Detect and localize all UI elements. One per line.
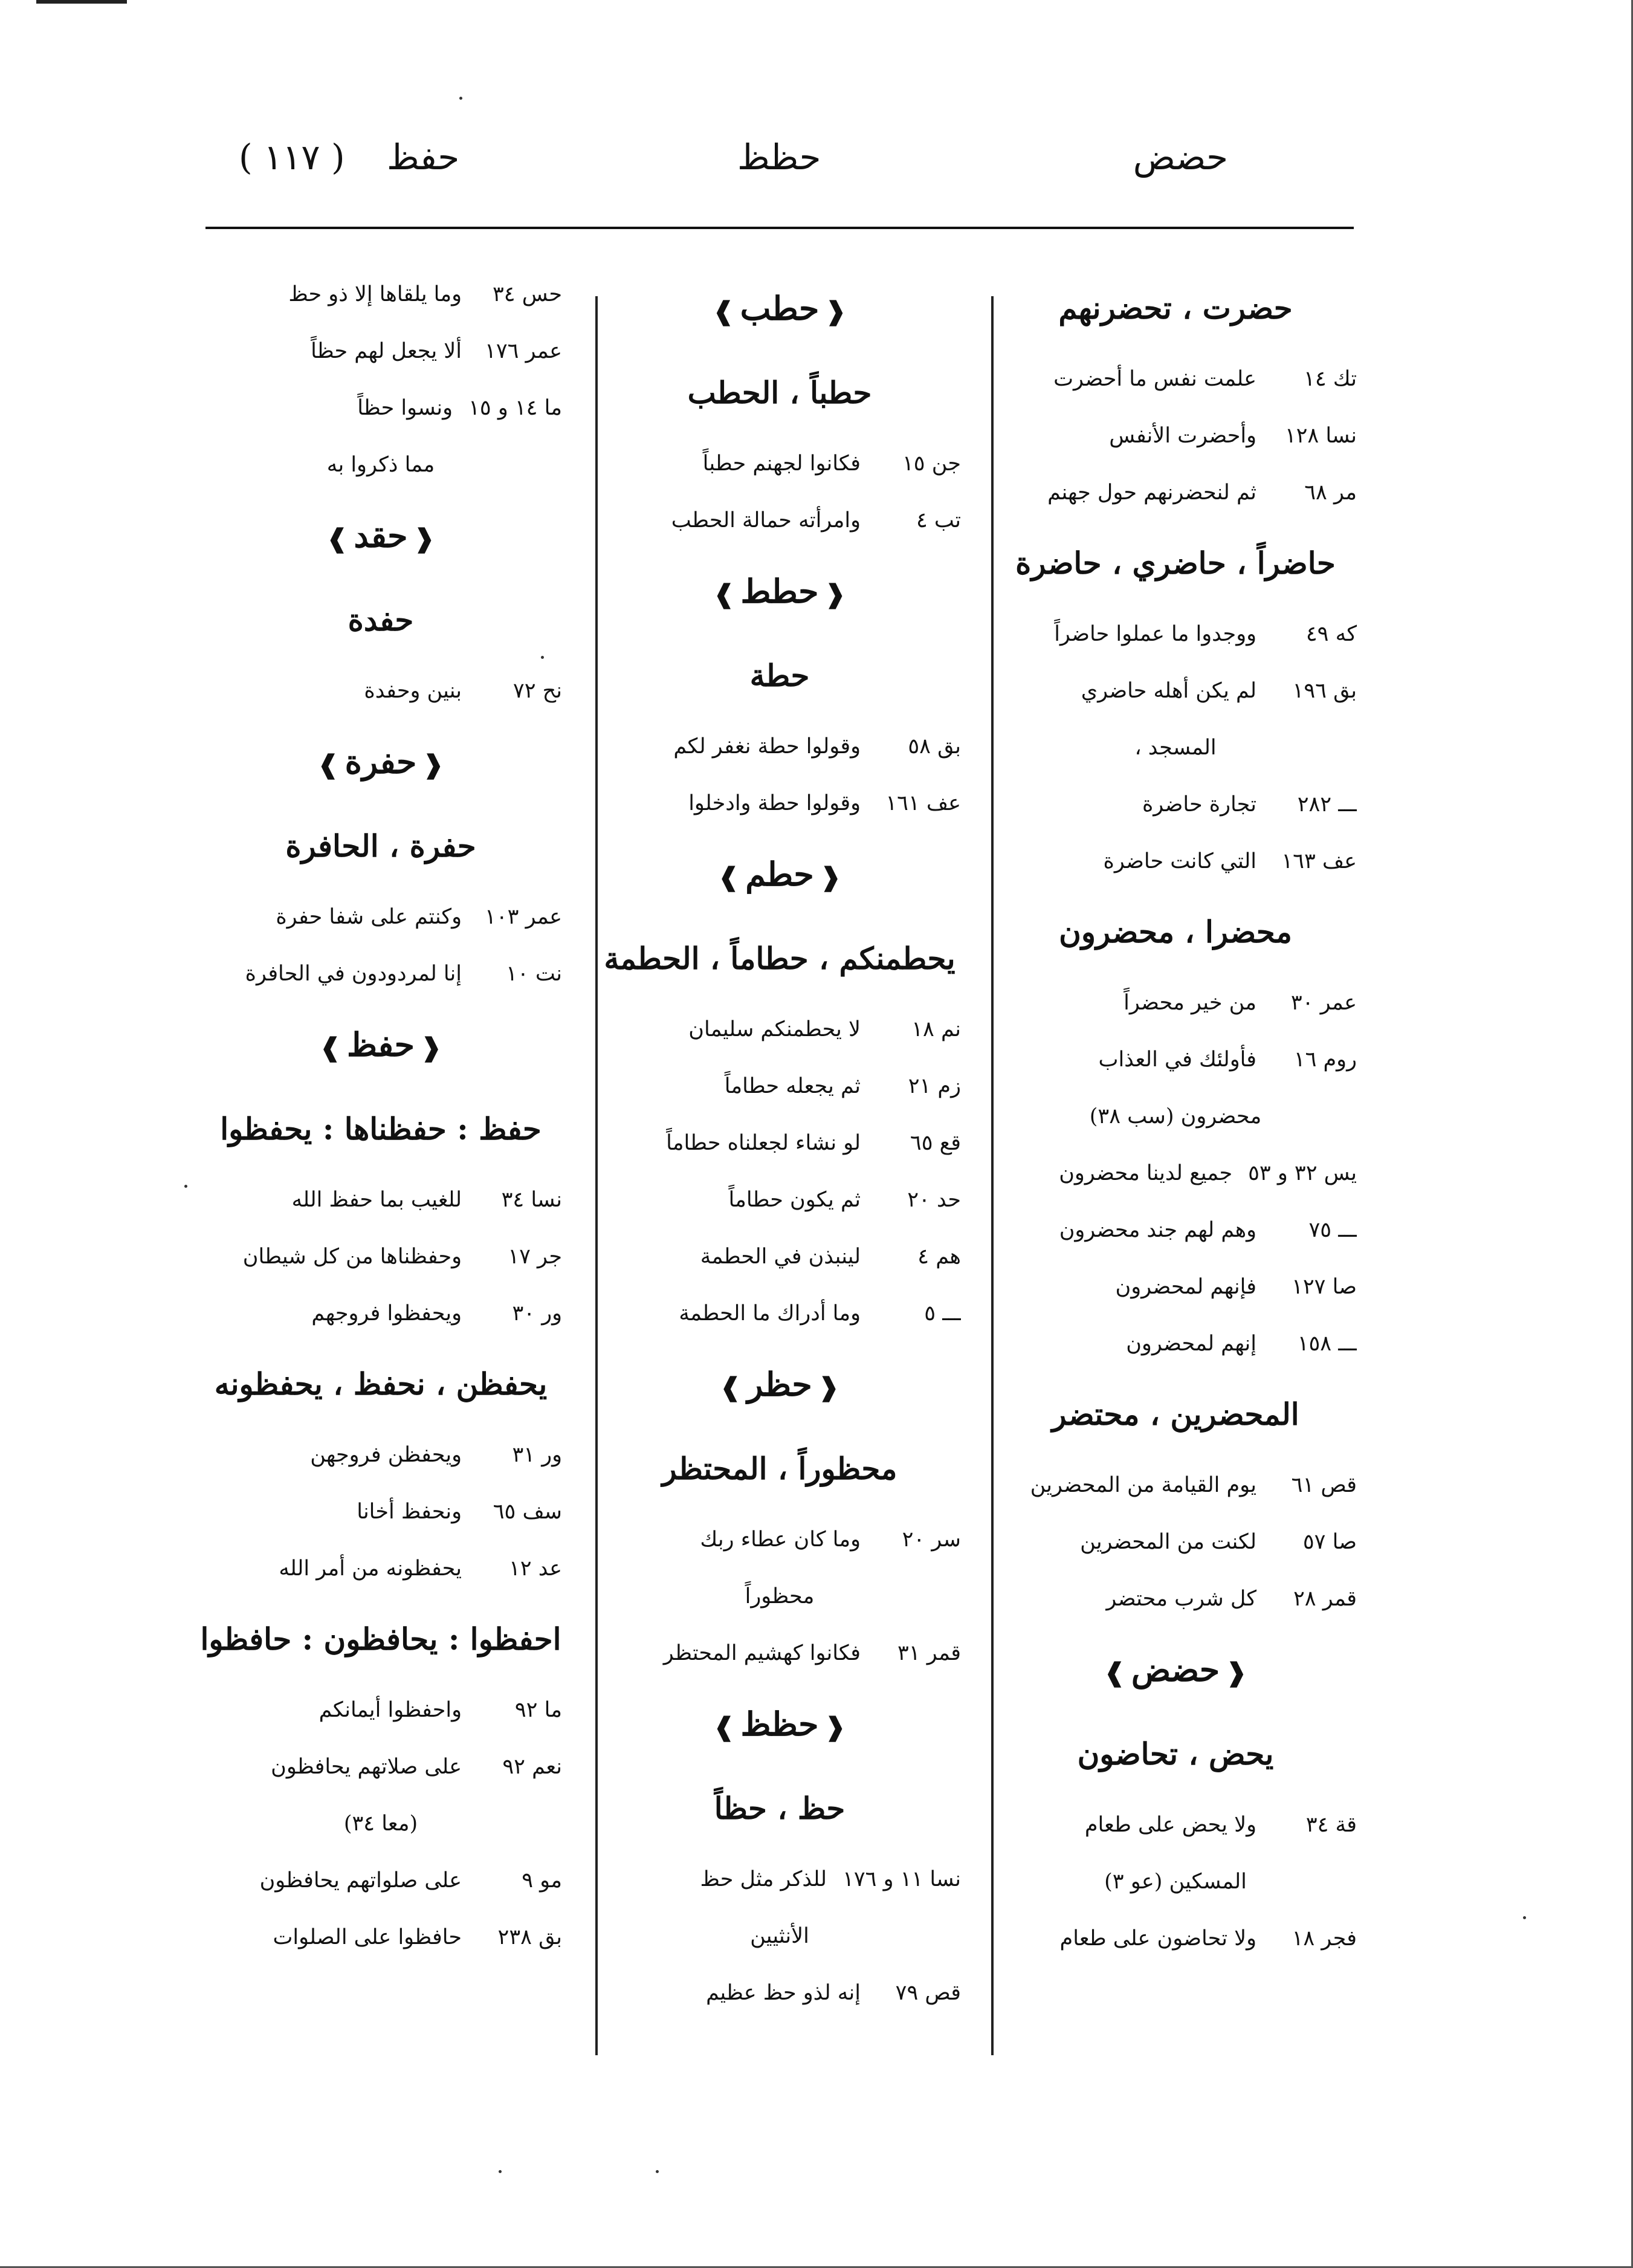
entry-heading: حاضراً ، حاضري ، حاضرة: [1015, 545, 1336, 581]
entry-line: [994, 1031, 1357, 1088]
entry-heading: حطة: [749, 658, 810, 693]
verse-reference: نت ١٠: [506, 962, 562, 986]
verse-reference: عد ١٢: [509, 1557, 562, 1581]
verse-reference: فجر ١٨: [1292, 1926, 1357, 1951]
verse-reference: ـــ ٧٥: [1308, 1218, 1357, 1242]
entry-line: [994, 1315, 1357, 1372]
verse-text: ولا تحاضون على طعام: [1059, 1926, 1256, 1951]
verse-reference: روم ١٦: [1293, 1048, 1357, 1072]
entry-line: [598, 775, 961, 832]
column-divider: [595, 296, 598, 2055]
entry-line: [994, 464, 1357, 521]
entry-line: [598, 435, 961, 492]
entry-line: [994, 1145, 1357, 1202]
entry-heading: حظ ، حظاً: [714, 1790, 846, 1826]
verse-reference: قص ٦١: [1291, 1473, 1357, 1497]
verse-text: تجارة حاضرة: [1142, 792, 1256, 817]
verse-text: ثم لنحضرنهم حول جهنم: [1047, 481, 1256, 505]
ornament-bracket-icon: ❰: [824, 579, 846, 609]
entry-heading: يحفظن ، نحفظ ، يحفظونه: [214, 1366, 548, 1402]
verse-reference: نم ١٨: [911, 1017, 961, 1042]
verse-reference: نح ٧٢: [513, 679, 562, 703]
ornament-bracket-icon: ❰: [422, 750, 444, 779]
ornament-bracket-icon: ❱: [1104, 1657, 1125, 1687]
root-word: حظظ: [740, 1705, 819, 1743]
verse-reference: سف ٦٥: [493, 1500, 562, 1524]
entry-line: [199, 1909, 562, 1966]
verse-text: ألا يجعل لهم حظاً: [311, 339, 462, 363]
scan-speck: [184, 1185, 187, 1188]
verse-text: ويحفظوا فروجهم: [311, 1301, 462, 1326]
entry-line: [199, 323, 562, 380]
verse-reference: مو ٩: [522, 1868, 562, 1893]
root-word: حقد: [354, 516, 408, 555]
root-word: حطم: [745, 855, 814, 893]
root-word: حظر: [747, 1365, 812, 1404]
entry-line: [199, 266, 562, 323]
verse-reference: قص ٧٩: [895, 1981, 961, 2005]
verse-reference: ـــ ١٥٨: [1297, 1332, 1357, 1356]
header-rule: [205, 227, 1354, 229]
verse-reference: نسا ٣٤: [501, 1188, 562, 1212]
verse-reference: صا ١٢٧: [1292, 1275, 1357, 1299]
entry-line: [994, 776, 1357, 833]
verse-reference: بق ٥٨: [908, 734, 961, 759]
entry-heading: حفرة ، الحافرة: [285, 828, 476, 864]
column-left: [199, 266, 562, 2079]
verse-text: وقولوا حطة نغفر لكم: [673, 734, 861, 759]
entry-heading: حفدة: [348, 602, 414, 638]
verse-reference: تك ١٤: [1304, 367, 1357, 391]
verse-reference: ور ٣١: [512, 1443, 562, 1467]
ornament-bracket-icon: ❰: [825, 296, 847, 326]
root-word: حضض: [1131, 1650, 1220, 1689]
column-divider: [991, 296, 994, 2055]
root-heading: [598, 1342, 961, 1427]
entry-continuation: الأنثيين: [750, 1924, 809, 1948]
root-word: حطط: [740, 572, 819, 611]
entry-continuation: محضرون (سب ٣٨): [1089, 1104, 1262, 1129]
verse-text: وما أدراك ما الحطمة: [679, 1301, 861, 1326]
ornament-bracket-icon: ❱: [717, 862, 740, 892]
verse-text: لو نشاء لجعلناه حطاماً: [666, 1131, 861, 1155]
entry-heading: حفظ : حفظناها : يحفظوا: [220, 1111, 542, 1147]
verse-reference: ما ١٤ و ١٥: [468, 396, 562, 420]
ornament-bracket-icon: ❰: [413, 523, 435, 553]
verse-reference: جر ١٧: [508, 1245, 562, 1269]
verse-text: على صلاتهم يحافظون: [271, 1755, 462, 1779]
verse-text: يوم القيامة من المحضرين: [1030, 1473, 1256, 1497]
entry-line: [199, 663, 562, 719]
verse-reference: عمر ١٧٦: [485, 339, 562, 363]
verse-text: فإنهم لمحضرون: [1115, 1275, 1256, 1299]
verse-text: لا يحطمنكم سليمان: [688, 1017, 861, 1042]
entry-line: [199, 889, 562, 945]
verse-text: إنا لمردودون في الحافرة: [245, 962, 462, 986]
verse-text: وما يلقاها إلا ذو حظ: [288, 282, 462, 306]
verse-reference: ور ٣٠: [512, 1301, 562, 1326]
entry-continuation: المسكين (عو ٣): [1104, 1870, 1247, 1894]
verse-text: وما كان عطاء ربك: [700, 1528, 861, 1552]
root-word: حفظ: [347, 1025, 415, 1064]
entry-line: [199, 1285, 562, 1342]
entry-line: [199, 1540, 562, 1597]
verse-reference: مر ٦٨: [1304, 481, 1357, 505]
entry-line: [994, 1202, 1357, 1259]
verse-reference: سر ٢٠: [902, 1528, 961, 1552]
root-heading: [598, 549, 961, 633]
ornament-bracket-icon: ❰: [420, 1032, 442, 1062]
verse-text: إنه لذو حظ عظيم: [706, 1981, 861, 2005]
verse-text: وامرأته حمالة الحطب: [671, 508, 861, 533]
ornament-bracket-icon: ❱: [317, 750, 339, 779]
entry-continuation: مما ذكروا به: [326, 453, 435, 477]
root-heading: [598, 1682, 961, 1766]
verse-text: التي كانت حاضرة: [1103, 849, 1256, 873]
root-heading: [199, 493, 562, 578]
ornament-bracket-icon: ❱: [720, 1372, 742, 1402]
ornament-bracket-icon: ❱: [713, 296, 734, 326]
entry-line: [598, 1625, 961, 1682]
verse-reference: قة ٣٤: [1305, 1813, 1357, 1837]
entry-continuation: المسجد ،: [1134, 736, 1217, 760]
root-heading: [199, 1002, 562, 1087]
verse-text: ولا يحض على طعام: [1084, 1813, 1256, 1837]
verse-text: لكنت من المحضرين: [1080, 1530, 1256, 1554]
verse-reference: نسا ١٢٨: [1284, 424, 1357, 448]
running-head-left: حفظ: [387, 137, 460, 178]
root-heading: [199, 719, 562, 804]
root-heading: [598, 832, 961, 916]
verse-reference: كه ٤٩: [1305, 622, 1357, 646]
verse-reference: عمر ١٠٣: [485, 905, 562, 929]
verse-text: واحفظوا أيمانكم: [319, 1698, 462, 1722]
entry-line: [199, 380, 562, 436]
verse-text: وكنتم على شفا حفرة: [276, 905, 462, 929]
verse-text: وحفظناها من كل شيطان: [242, 1245, 462, 1269]
entry-line: [199, 1228, 562, 1285]
entry-line: [994, 606, 1357, 663]
root-heading: [994, 1627, 1357, 1712]
page-number: ( ١١٧ ): [239, 137, 345, 178]
ornament-bracket-icon: ❱: [319, 1032, 341, 1062]
verse-reference: ـــ ٢٨٢: [1297, 792, 1357, 817]
entry-continuation: (معا ٣٤): [343, 1812, 418, 1836]
scan-speck: [541, 656, 544, 659]
entry-heading: احفظوا : يحافظون : حافظوا: [200, 1621, 561, 1657]
scan-speck: [459, 97, 462, 100]
verse-reference: تب ٤: [916, 508, 961, 533]
root-word: حطب: [740, 289, 820, 328]
verse-text: حافظوا على الصلوات: [273, 1925, 462, 1949]
verse-text: فأولئك في العذاب: [1098, 1048, 1256, 1072]
verse-text: إنهم لمحضرون: [1126, 1332, 1256, 1356]
verse-reference: قمر ٣١: [897, 1641, 961, 1665]
entry-line: [598, 1171, 961, 1228]
entry-line: [598, 1228, 961, 1285]
ornament-bracket-icon: ❱: [326, 523, 348, 553]
verse-reference: جن ١٥: [902, 452, 961, 476]
verse-text: بنين وحفدة: [364, 679, 462, 703]
entry-line: [199, 1738, 562, 1795]
entry-line: [598, 1285, 961, 1342]
verse-reference: نسا ١١ و ١٧٦: [842, 1867, 961, 1891]
verse-text: من خير محضراً: [1124, 991, 1256, 1015]
column-right: [994, 266, 1357, 2079]
ornament-bracket-icon: ❰: [818, 1372, 839, 1402]
verse-text: كل شرب محتضر: [1106, 1587, 1256, 1611]
entry-line: [199, 1171, 562, 1228]
entry-line: [199, 945, 562, 1002]
entry-line: [598, 1965, 961, 2021]
verse-text: وأحضرت الأنفس: [1109, 424, 1256, 448]
verse-reference: بق ١٩٦: [1292, 679, 1357, 703]
ornament-bracket-icon: ❰: [824, 1712, 846, 1742]
entry-line: [598, 1851, 961, 1908]
entry-line: [598, 1511, 961, 1568]
verse-text: وقولوا حطة وادخلوا: [688, 791, 861, 815]
verse-text: جميع لدينا محضرون: [1059, 1161, 1233, 1185]
verse-text: ونسوا حظاً: [357, 396, 453, 420]
ornament-bracket-icon: ❰: [820, 862, 842, 892]
entry-heading: المحضرين ، محتضر: [1052, 1396, 1299, 1432]
verse-text: ونحفظ أخانا: [357, 1500, 462, 1524]
entry-line: [598, 1115, 961, 1171]
verse-reference: زم ٢١: [908, 1074, 961, 1098]
verse-reference: عف ١٦٣: [1281, 849, 1357, 873]
entry-heading: يحض ، تحاضون: [1077, 1736, 1274, 1772]
entry-heading: محظوراً ، المحتظر: [662, 1451, 897, 1486]
ornament-bracket-icon: ❱: [713, 1712, 735, 1742]
entry-line: [994, 1797, 1357, 1853]
verse-reference: يس ٣٢ و ٥٣: [1248, 1161, 1357, 1185]
verse-reference: ـــ ٥: [924, 1301, 961, 1326]
entry-line: [598, 1058, 961, 1115]
verse-reference: هم ٤: [917, 1245, 961, 1269]
verse-reference: صا ٥٧: [1302, 1530, 1357, 1554]
entry-heading: يحطمنكم ، حطاماً ، الحطمة: [604, 941, 956, 976]
entry-line: [994, 351, 1357, 407]
entry-line: [994, 1457, 1357, 1514]
ornament-bracket-icon: ❰: [1226, 1657, 1247, 1687]
entry-continuation: محظوراً: [745, 1584, 815, 1609]
entry-line: [994, 1910, 1357, 1967]
entry-heading: محضرا ، محضرون: [1059, 914, 1292, 950]
entry-line: [598, 492, 961, 549]
entry-line: [598, 718, 961, 775]
column-middle: [598, 266, 961, 2079]
entry-heading: حطباً ، الحطب: [687, 375, 872, 410]
verse-reference: نعم ٩٢: [502, 1755, 562, 1779]
entry-line: [598, 1001, 961, 1058]
verse-text: علمت نفس ما أحضرت: [1053, 367, 1256, 391]
verse-reference: عمر ٣٠: [1290, 991, 1357, 1015]
ornament-bracket-icon: ❱: [713, 579, 735, 609]
scan-speck: [656, 2170, 659, 2173]
verse-reference: حس ٣٤: [493, 282, 562, 306]
entry-line: [994, 407, 1357, 464]
root-word: حفرة: [344, 742, 417, 781]
scan-speck: [1523, 1916, 1526, 1919]
entry-line: [994, 1514, 1357, 1570]
verse-text: ثم يجعله حطاماً: [724, 1074, 861, 1098]
verse-text: على صلواتهم يحافظون: [259, 1868, 462, 1893]
verse-text: وهم لهم جند محضرون: [1059, 1218, 1256, 1242]
entry-line: [994, 1570, 1357, 1627]
entry-line: [199, 1852, 562, 1909]
verse-reference: عف ١٦١: [885, 791, 961, 815]
verse-text: فكانوا كهشيم المحتظر: [663, 1641, 861, 1665]
entry-line: [994, 1259, 1357, 1315]
running-head-center: حظظ: [737, 137, 821, 178]
verse-text: لم يكن أهله حاضري: [1081, 679, 1256, 703]
verse-text: ووجدوا ما عملوا حاضراً: [1054, 622, 1256, 646]
entry-line: [199, 1682, 562, 1738]
entry-line: [994, 974, 1357, 1031]
scan-speck: [499, 2170, 502, 2173]
verse-text: يحفظونه من أمر الله: [279, 1557, 462, 1581]
verse-text: ثم يكون حطاماً: [728, 1188, 861, 1212]
verse-text: للغيب بما حفظ الله: [291, 1188, 462, 1212]
entry-line: [994, 833, 1357, 890]
entry-line: [994, 663, 1357, 719]
verse-text: فكانوا لجهنم حطباً: [702, 452, 861, 476]
verse-text: ويحفظن فروجهن: [310, 1443, 462, 1467]
entry-heading: حضرت ، تحضرنهم: [1058, 290, 1293, 326]
running-head-right: حضض: [1133, 137, 1228, 178]
corner-mark: [36, 0, 127, 4]
entry-line: [199, 1483, 562, 1540]
verse-text: لينبذن في الحطمة: [700, 1245, 861, 1269]
verse-reference: بق ٢٣٨: [497, 1925, 562, 1949]
verse-text: للذكر مثل حظ: [700, 1867, 827, 1891]
root-heading: [598, 266, 961, 351]
entry-line: [199, 1427, 562, 1483]
verse-reference: قمر ٢٨: [1293, 1587, 1357, 1611]
verse-reference: ما ٩٢: [514, 1698, 562, 1722]
verse-reference: حد ٢٠: [907, 1188, 961, 1212]
verse-reference: قع ٦٥: [910, 1131, 961, 1155]
